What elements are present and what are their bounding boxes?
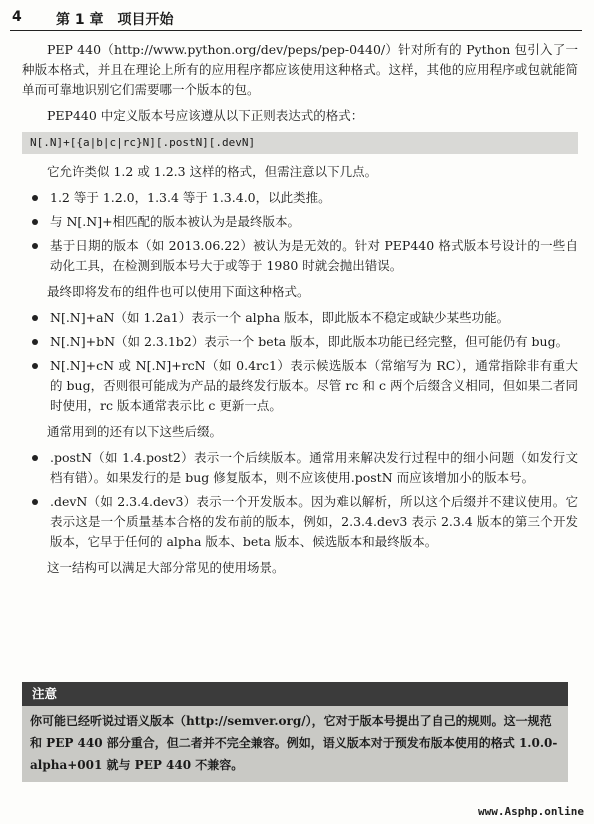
list-item-text: N[.N]+bN（如 2.3.1b2）表示一个 beta 版本，即此版本功能已经完整，但可能仍有 bug。: [50, 334, 569, 349]
list-item: [22, 236, 578, 276]
page-header: [10, 8, 582, 31]
chapter-title: 第 1 章 项目开始: [56, 12, 174, 28]
paragraph-prerelease-intro: 最终即将发布的组件也可以使用下面这种格式。: [47, 284, 310, 299]
list-item-text: N[.N]+aN（如 1.2a1）表示一个 alpha 版本，即此版本不稳定或缺少某些功能。: [50, 310, 510, 325]
note-title: 注意: [22, 682, 568, 706]
list-item-text: N[.N]+cN 或 N[.N]+rcN（如 0.4rc1）表示候选版本（常缩写为 RC），通常指除非有重大的 bug，否则很可能成为产品的最终发行版本。尽管 rc 和 c 两个后缀含义相同，但如果二者同时使用，rc 版本通常表示比 c 更新一点。: [50, 358, 578, 413]
bullet-icon: [32, 499, 38, 505]
list-item: [22, 332, 578, 352]
bullet-icon: [32, 243, 38, 249]
paragraph-pep440: PEP 440（http://www.python.org/dev/peps/pep-0440/）针对所有的 Python 包引入了一种版本格式，并且在理论上所有的应用程序都应该使用这种格式。这样，其他的应用程序或包就能简单而可靠地识别它们需要哪一个版本的包。: [22, 42, 578, 97]
bullet-icon: [32, 195, 38, 201]
bullet-icon: [32, 315, 38, 321]
bullet-icon: [32, 455, 38, 461]
page-body: [22, 40, 578, 584]
list-item-text: 1.2 等于 1.2.0，1.3.4 等于 1.3.4.0，以此类推。: [50, 190, 331, 205]
paragraph-notes-intro: 它允许类似 1.2 或 1.2.3 这样的格式，但需注意以下几点。: [47, 164, 378, 179]
list-item: [22, 356, 578, 416]
list-item: [22, 492, 578, 552]
page-number: 4: [12, 9, 22, 25]
paragraph-suffix-intro: 通常用到的还有以下这些后缀。: [47, 424, 223, 439]
list-item-text: 与 N[.N]+相匹配的版本被认为是最终版本。: [50, 214, 301, 229]
paragraph-regex-intro: PEP440 中定义版本号应该遵从以下正则表达式的格式：: [47, 108, 364, 123]
list-item: [22, 308, 578, 328]
paragraph-conclusion: 这一结构可以满足大部分常见的使用场景。: [47, 560, 285, 575]
list-prerelease: [22, 308, 578, 416]
list-item-text: 基于日期的版本（如 2013.06.22）被认为是无效的。针对 PEP440 格式版本号设计的一些自动化工具，在检测到版本号大于或等于 1980 时就会抛出错误。: [50, 238, 578, 273]
bullet-icon: [32, 339, 38, 345]
watermark: www.Asphp.online: [478, 805, 584, 818]
note-box: [22, 682, 568, 782]
list-item: [22, 188, 578, 208]
bullet-icon: [32, 219, 38, 225]
list-item-text: .postN（如 1.4.post2）表示一个后续版本。通常用来解决发行过程中的细小问题（如发行文档有错）。如果发行的是 bug 修复版本，则不应该使用.postN 而应该增加小的版本号。: [50, 450, 578, 485]
note-text: 你可能已经听说过语义版本（http://semver.org/），它对于版本号提出了自己的规则。这一规范和 PEP 440 部分重合，但二者并不完全兼容。例如，语义版本对于预发布版本使用的格式 1.0.0-alpha+001 就与 PEP 440 不兼容。: [30, 714, 558, 772]
code-regex: N[.N]+[{a|b|c|rc}N][.postN][.devN]: [22, 132, 578, 154]
bullet-icon: [32, 363, 38, 369]
list-suffixes: [22, 448, 578, 552]
list-version-rules: [22, 188, 578, 276]
list-item-text: .devN（如 2.3.4.dev3）表示一个开发版本。因为难以解析，所以这个后缀并不建议使用。它表示这是一个质量基本合格的发布前的版本，例如，2.3.4.dev3 表示 2.3.4 版本的第三个开发版本，它早于任何的 alpha 版本、beta 版本、候选版本和最终版本。: [50, 494, 578, 549]
list-item: [22, 448, 578, 488]
list-item: [22, 212, 578, 232]
